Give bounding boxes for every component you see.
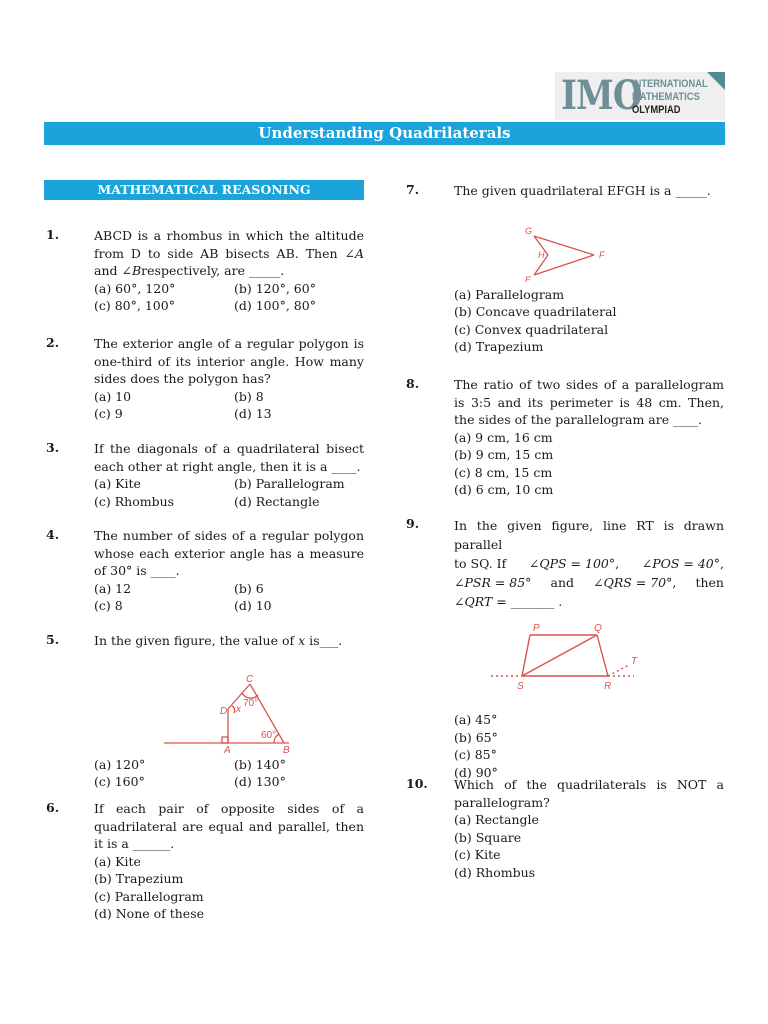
question-number: 6. bbox=[46, 800, 60, 815]
label-d: D bbox=[220, 705, 228, 717]
stem-comma: , bbox=[720, 556, 724, 571]
label-f: F bbox=[599, 249, 605, 260]
option-d[interactable]: (d) 90° bbox=[454, 764, 498, 780]
option-c[interactable]: (c) 85° bbox=[454, 747, 497, 762]
imo-logo bbox=[555, 72, 725, 120]
stem-text: is___. bbox=[305, 633, 343, 648]
option-c[interactable]: (c) 8 cm, 15 cm bbox=[454, 464, 553, 480]
option-a[interactable]: (a) Parallelogram bbox=[454, 286, 565, 302]
stem-text: and bbox=[550, 575, 575, 590]
label-angle-60: 60° bbox=[261, 729, 277, 741]
option-d[interactable]: (d) Rhombus bbox=[454, 864, 536, 880]
angle-qrt: ∠QRT = _______ . bbox=[454, 594, 563, 609]
option-d[interactable]: (d) Rectangle bbox=[234, 493, 320, 509]
option-d[interactable]: (d) 130° bbox=[234, 774, 286, 789]
question-stem: The number of sides of a regular polygon whose each exterior angle has a measure of 30° is ____. bbox=[94, 528, 364, 578]
label-g: G bbox=[525, 225, 533, 236]
variable-x: x bbox=[298, 633, 306, 648]
option-d[interactable]: (d) 100°, 80° bbox=[234, 298, 316, 313]
option-c[interactable]: (c) 8 bbox=[94, 598, 123, 613]
options bbox=[454, 811, 724, 881]
stem-text: respectively, are _____. bbox=[141, 263, 285, 278]
label-p: P bbox=[533, 623, 540, 634]
option-c[interactable]: (c) Parallelogram bbox=[94, 888, 204, 904]
stem-line-1: In the given figure, line RT is drawn parallel bbox=[454, 518, 724, 552]
quadrilateral-efgh-figure bbox=[454, 200, 724, 282]
angle-psr: ∠PSR = 85° bbox=[454, 575, 532, 590]
section-heading: MATHEMATICAL REASONING bbox=[44, 180, 364, 200]
label-angle-70: 70° bbox=[243, 697, 259, 709]
option-b[interactable]: (b) Concave quadrilateral bbox=[454, 304, 617, 319]
question-number: 2. bbox=[46, 335, 60, 350]
stem-text: ABCD is a rhombus in which the altitude from D to side AB bisects AB. Then bbox=[94, 228, 364, 261]
logo-corner-mark bbox=[707, 72, 725, 90]
options bbox=[94, 580, 364, 615]
label-q: Q bbox=[594, 623, 602, 634]
stem-text: In the given figure, the value of bbox=[94, 633, 299, 648]
option-d[interactable]: (d) None of these bbox=[94, 906, 205, 921]
option-d[interactable]: (d) 10 bbox=[234, 598, 272, 613]
question-body bbox=[454, 516, 724, 781]
label-t: T bbox=[631, 656, 638, 667]
label-x: x bbox=[236, 703, 241, 715]
logo-line-international: INTERNATIONAL bbox=[632, 78, 708, 90]
question-number: 9. bbox=[406, 516, 420, 531]
angle-qrs: ∠QRS = 70° bbox=[593, 575, 673, 590]
logo-mark: IMO bbox=[561, 72, 642, 119]
question-number: 4. bbox=[46, 527, 60, 542]
angle-b: ∠B bbox=[121, 263, 142, 278]
angle-a: ∠A bbox=[344, 245, 364, 261]
stem-text: and bbox=[94, 263, 122, 278]
option-a[interactable]: (a) 10 bbox=[94, 388, 132, 404]
option-b[interactable]: (b) Parallelogram bbox=[234, 476, 345, 491]
options bbox=[94, 280, 364, 315]
question-stem: Which of the quadrilaterals is NOT a parallelogram? bbox=[454, 777, 724, 810]
question-body bbox=[94, 800, 364, 923]
options bbox=[454, 429, 724, 499]
label-h: H bbox=[538, 249, 545, 260]
options bbox=[94, 388, 364, 423]
option-d[interactable]: (d) 6 cm, 10 cm bbox=[454, 482, 554, 497]
stem-line-2 bbox=[454, 554, 724, 573]
question-number: 3. bbox=[46, 440, 60, 455]
label-c: C bbox=[246, 673, 254, 685]
option-b[interactable]: (b) 6 bbox=[234, 580, 264, 596]
option-a[interactable]: (a) Kite bbox=[94, 853, 141, 869]
question-body bbox=[94, 335, 364, 423]
option-c[interactable]: (c) Rhombus bbox=[94, 493, 175, 509]
logo-line-olympiad: OLYMPIAD bbox=[632, 104, 681, 116]
question-number: 8. bbox=[406, 376, 420, 391]
label-e: E bbox=[525, 274, 532, 282]
option-b[interactable]: (b) 120°, 60° bbox=[234, 280, 316, 296]
question-number: 10. bbox=[406, 776, 428, 791]
option-c[interactable]: (c) 160° bbox=[94, 774, 145, 789]
option-d[interactable]: (d) 13 bbox=[234, 406, 272, 421]
question-body bbox=[94, 632, 364, 791]
label-r: R bbox=[604, 681, 612, 692]
question-number: 1. bbox=[46, 227, 60, 242]
option-b[interactable]: (b) Trapezium bbox=[94, 871, 184, 886]
question-stem: If the diagonals of a quadrilateral bisect each other at right angle, then it is a ____. bbox=[94, 441, 364, 474]
angle-pos: ∠POS = 40° bbox=[641, 556, 721, 571]
option-c[interactable]: (c) 80°, 100° bbox=[94, 298, 175, 313]
option-a[interactable]: (a) Rectangle bbox=[454, 812, 539, 827]
question-body bbox=[94, 440, 364, 510]
option-b[interactable]: (b) Square bbox=[454, 829, 522, 845]
option-c[interactable]: (c) Kite bbox=[454, 847, 501, 862]
question-number: 7. bbox=[406, 182, 420, 197]
option-a[interactable]: (a) 12 bbox=[94, 580, 132, 596]
option-a[interactable]: (a) 120° bbox=[94, 756, 146, 772]
options bbox=[454, 286, 724, 356]
question-stem bbox=[94, 632, 364, 650]
question-number: 5. bbox=[46, 632, 60, 647]
label-a: A bbox=[224, 744, 231, 756]
option-c[interactable]: (c) 9 bbox=[94, 406, 123, 421]
trapezium-figure bbox=[454, 611, 724, 711]
option-c[interactable]: (c) Convex quadrilateral bbox=[454, 321, 609, 337]
label-s: S bbox=[517, 681, 524, 692]
angle-qps: ∠QPS = 100° bbox=[528, 556, 616, 571]
option-b[interactable]: (b) 65° bbox=[454, 729, 498, 745]
question-stem bbox=[454, 516, 724, 611]
question-body bbox=[454, 182, 724, 356]
options bbox=[94, 756, 364, 791]
logo-line-mathematics: MATHEMATICS bbox=[632, 91, 700, 103]
label-b: B bbox=[283, 744, 290, 756]
option-d[interactable]: (d) Trapezium bbox=[454, 339, 544, 354]
question-body bbox=[94, 227, 364, 315]
option-b[interactable]: (b) 8 bbox=[234, 388, 264, 404]
options bbox=[454, 711, 724, 781]
options bbox=[94, 475, 364, 510]
question-body bbox=[94, 527, 364, 615]
question-stem: The exterior angle of a regular polygon is one-third of its interior angle. How many sides does the polygon has? bbox=[94, 336, 364, 386]
page-title: Understanding Quadrilaterals bbox=[44, 122, 725, 145]
stem-text: to SQ. If bbox=[454, 556, 507, 571]
stem-text: then bbox=[695, 575, 724, 590]
option-a[interactable]: (a) 9 cm, 16 cm bbox=[454, 429, 553, 445]
question-body bbox=[454, 376, 724, 499]
question-body bbox=[454, 776, 724, 881]
question-stem bbox=[94, 227, 364, 280]
option-a[interactable]: (a) Kite bbox=[94, 476, 141, 491]
question-stem: The ratio of two sides of a parallelogram is 3:5 and its perimeter is 48 cm. Then, the sides of the parallelogram are ____. bbox=[454, 377, 724, 427]
triangle-figure bbox=[94, 650, 364, 756]
option-b[interactable]: (b) 9 cm, 15 cm bbox=[454, 447, 554, 462]
question-stem: If each pair of opposite sides of a quadrilateral are equal and parallel, then it is a ______. bbox=[94, 801, 364, 851]
options bbox=[94, 853, 364, 923]
question-stem: The given quadrilateral EFGH is a _____. bbox=[454, 183, 711, 198]
stem-comma: , bbox=[615, 556, 620, 571]
stem-line-3 bbox=[454, 573, 724, 592]
option-b[interactable]: (b) 140° bbox=[234, 756, 286, 772]
option-a[interactable]: (a) 45° bbox=[454, 712, 498, 727]
stem-comma: , bbox=[672, 575, 677, 590]
option-a[interactable]: (a) 60°, 120° bbox=[94, 280, 176, 296]
